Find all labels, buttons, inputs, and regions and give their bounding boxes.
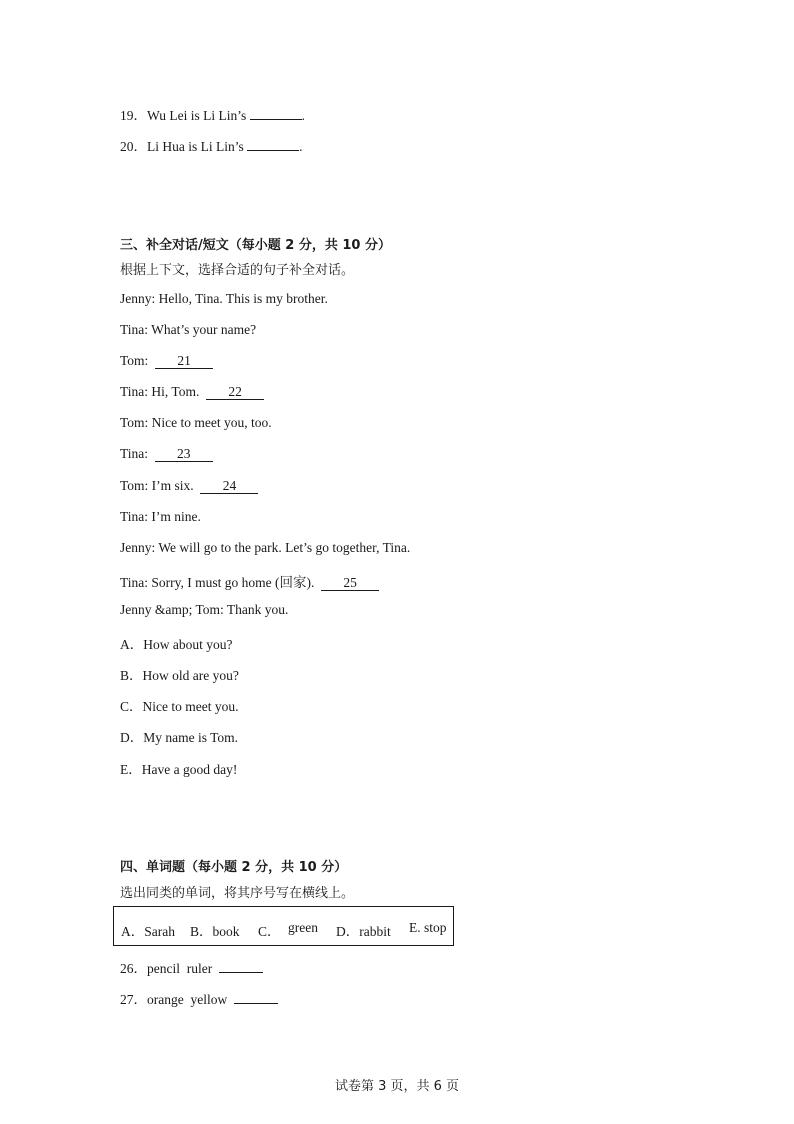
question-text: Wu Lei is Li Lin’s xyxy=(147,108,247,123)
option-d: D．My name is Tom. xyxy=(120,730,239,745)
numbered-blank: 25 xyxy=(321,576,379,591)
word-option: E. stop xyxy=(409,920,447,935)
dialogue-line: Tom: 21 xyxy=(120,353,213,369)
dialogue-line: Jenny: Hello, Tina. This is my brother. xyxy=(120,291,328,306)
dialogue-line: Tina: What’s your name? xyxy=(120,322,257,337)
option-a: A．How about you? xyxy=(120,637,233,652)
option-e: E．Have a good day! xyxy=(120,762,238,777)
numbered-blank: 22 xyxy=(206,385,264,400)
question-27: 27．orange yellow xyxy=(120,988,278,1008)
dialogue-line: Tina: Sorry, I must go home (回家). 25 xyxy=(120,571,379,591)
section-4-heading: 四、单词题（每小题 2 分，共 10 分） xyxy=(120,860,348,875)
dialogue-line: Tina: Hi, Tom. 22 xyxy=(120,384,264,400)
page-footer: 试卷第 3 页，共 6 页 xyxy=(334,1079,460,1094)
question-26: 26．pencil ruler xyxy=(120,957,263,977)
section-3-heading: 三、补全对话/短文（每小题 2 分，共 10 分） xyxy=(120,238,391,253)
option-c: C．Nice to meet you. xyxy=(120,699,239,714)
numbered-blank: 23 xyxy=(155,447,213,462)
answer-blank xyxy=(247,136,299,151)
numbered-blank: 24 xyxy=(200,479,258,494)
word-option: green xyxy=(288,920,318,935)
word-option: B．book xyxy=(190,924,240,939)
answer-blank xyxy=(219,958,263,973)
question-number: 19． xyxy=(120,108,147,123)
numbered-blank: 21 xyxy=(155,354,213,369)
question-text: Li Hua is Li Lin’s xyxy=(147,139,244,154)
answer-blank xyxy=(250,105,302,120)
dialogue-line: Tina: 23 xyxy=(120,446,213,462)
option-b: B．How old are you? xyxy=(120,668,239,683)
question-number: 20． xyxy=(120,139,147,154)
question-20: 20．Li Hua is Li Lin’s . xyxy=(120,135,303,155)
dialogue-line: Tom: Nice to meet you, too. xyxy=(120,415,272,430)
word-option: C． xyxy=(258,924,281,939)
section-3-instruction: 根据上下文，选择合适的句子补全对话。 xyxy=(120,263,355,278)
dialogue-line: Tom: I’m six. 24 xyxy=(120,478,258,494)
word-option: A．Sarah xyxy=(121,924,175,939)
dialogue-line: Tina: I’m nine. xyxy=(120,509,201,524)
question-19: 19．Wu Lei is Li Lin’s . xyxy=(120,104,305,124)
word-option: D．rabbit xyxy=(336,924,391,939)
section-4-instruction: 选出同类的单词，将其序号写在横线上。 xyxy=(120,886,355,901)
answer-blank xyxy=(234,989,278,1004)
dialogue-line: Jenny &amp; Tom: Thank you. xyxy=(120,602,289,617)
dialogue-line: Jenny: We will go to the park. Let’s go together, Tina. xyxy=(120,540,411,555)
